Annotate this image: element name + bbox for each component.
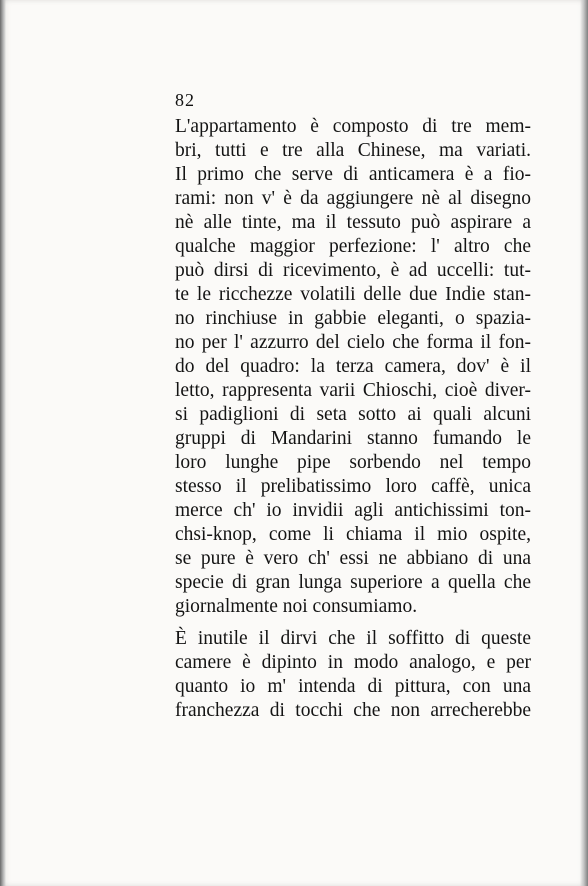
text-line: se pure è vero ch' essi ne abbiano di una (175, 548, 531, 569)
text-line: gruppi di Mandarini stanno fumando le (175, 428, 531, 449)
text-line: merce ch' io invidii agli antichissimi ton- (175, 500, 531, 521)
text-line: qualche maggior perfezione: l' altro che (175, 236, 531, 257)
body-text (175, 115, 531, 723)
text-line: specie di gran lunga superiore a quella che (175, 572, 531, 593)
paragraph-2 (175, 627, 531, 723)
text-line: chsi-knop, come li chiama il mio ospite, (175, 524, 531, 545)
text-line: no rinchiuse in gabbie eleganti, o spazia- (175, 308, 531, 329)
text-line: do del quadro: la terza camera, dov' è il (175, 356, 531, 377)
paragraph-1 (175, 115, 531, 619)
text-line: bri, tutti e tre alla Chinese, ma variati. (175, 140, 531, 161)
text-line: È inutile il dirvi che il soffitto di queste (175, 628, 531, 649)
page-number: 82 (175, 90, 195, 110)
text-line: nè alle tinte, ma il tessuto può aspirare a (175, 212, 531, 233)
text-line: rami: non v' è da aggiungere nè al disegno (175, 188, 531, 209)
text-line: loro lunghe pipe sorbendo nel tempo (175, 452, 531, 473)
page-left-edge-shadow (0, 0, 6, 886)
text-line: franchezza di tocchi che non arrecherebbe (175, 700, 531, 721)
text-line: te le ricchezze volatili delle due Indie stan- (175, 284, 531, 305)
text-line: stesso il prelibatissimo loro caffè, unica (175, 476, 531, 497)
text-line: camere è dipinto in modo analogo, e per (175, 652, 531, 673)
page-right-edge-shadow (580, 0, 588, 886)
text-line: L'appartamento è composto di tre mem- (175, 116, 531, 137)
text-line: giornalmente noi consumiamo. (175, 596, 418, 617)
text-line: Il primo che serve di anticamera è a fio- (175, 164, 531, 185)
text-line: no per l' azzurro del cielo che forma il fon- (175, 332, 531, 353)
text-line: letto, rappresenta varii Chioschi, cioè diver- (175, 380, 531, 401)
paragraph-gap (175, 619, 531, 627)
text-line: si padiglioni di seta sotto ai quali alcuni (175, 404, 531, 425)
text-line: quanto io m' intenda di pittura, con una (175, 676, 531, 697)
text-line: può dirsi di ricevimento, è ad uccelli: tut- (175, 260, 531, 281)
